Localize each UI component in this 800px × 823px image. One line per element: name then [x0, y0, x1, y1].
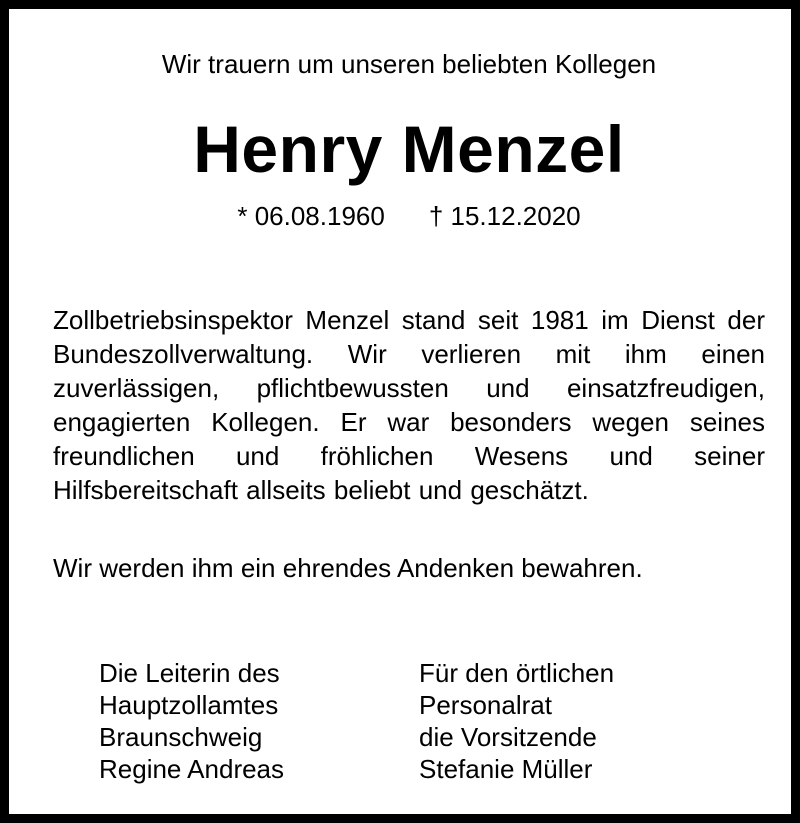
signature-line: Für den örtlichen	[419, 658, 615, 688]
signature-line: Hauptzollamtes	[99, 690, 279, 720]
signature-line: Die Leiterin des	[99, 658, 280, 688]
intro-line: Wir trauern um unseren beliebten Kollegen	[161, 49, 657, 79]
signature-line: Regine Andreas	[99, 754, 285, 784]
signature-line: Braunschweig	[99, 722, 263, 752]
obituary-text: Zollbetriebsinspektor Menzel stand seit 1981 im Dienst der Bundeszollverwaltung. Wir verlieren mit ihm einen zuverlässigen, pflichtbewussten und einsatzfreudigen, engagierten Kollegen. Er war besonders wegen seines freundlichen und fröhlichen Wesens und seiner Hilfsbereitschaft allseits beliebt und geschätzt.	[53, 305, 765, 505]
signature-right	[419, 657, 614, 785]
closing-line: Wir werden ihm ein ehrendes Andenken bewahren.	[53, 553, 643, 583]
birth-date: * 06.08.1960	[237, 201, 385, 231]
signature-line: die Vorsitzende	[419, 722, 597, 752]
death-date: † 15.12.2020	[428, 201, 581, 231]
signature-line: Personalrat	[419, 690, 552, 720]
deceased-name: Henry Menzel	[193, 112, 625, 186]
signature-line: Stefanie Müller	[419, 754, 593, 784]
life-dates	[9, 199, 800, 233]
signature-left	[99, 657, 284, 785]
